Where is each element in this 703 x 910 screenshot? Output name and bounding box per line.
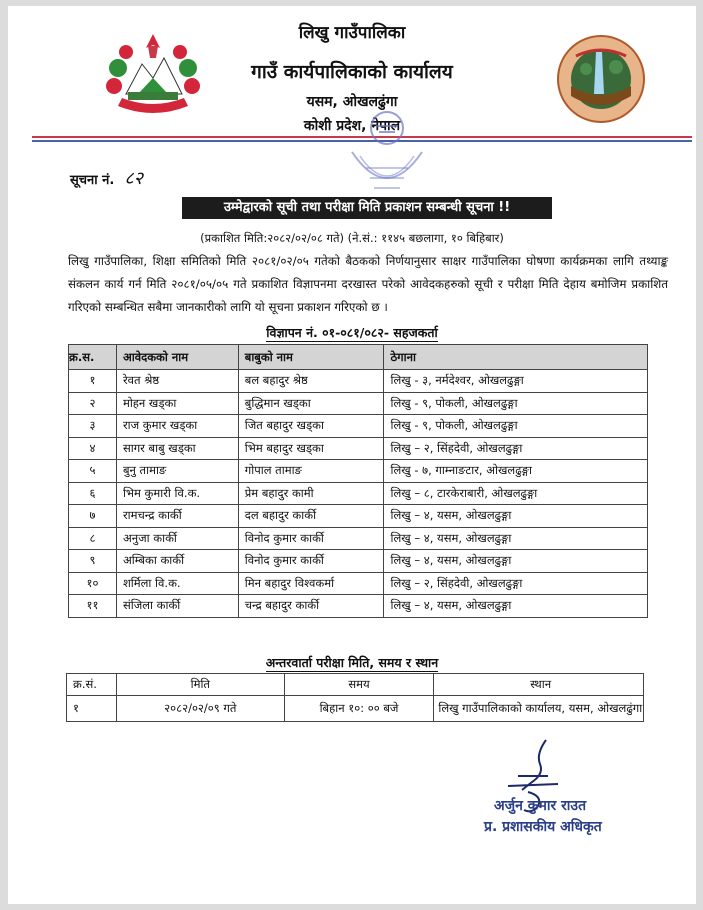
cell-applicant-name: रेवत श्रेष्ठ [116, 370, 238, 393]
col-serial: क्र.स. [69, 345, 117, 370]
cell-applicant-name: राज कुमार खड्का [116, 415, 238, 438]
cell-applicant-name: बुनु तामाङ [116, 460, 238, 483]
cell-father-name: बुद्धिमान खड्का [238, 392, 384, 415]
cell-father-name: विनोद कुमार कार्की [238, 550, 384, 573]
cell-serial: २ [69, 392, 117, 415]
advertisement-title [8, 324, 696, 341]
table-row [67, 696, 644, 722]
table-row [69, 415, 648, 438]
cell-address: लिखु – २, सिंहदेवी, ओखलढुङ्गा [384, 572, 648, 595]
table-row [69, 505, 648, 528]
interview-table [66, 673, 644, 722]
col-time: समय [284, 674, 434, 696]
table-row [69, 460, 648, 483]
office-location: यसम, ओखलढुंगा [306, 94, 398, 110]
cell-applicant-name: अनुजा कार्की [116, 527, 238, 550]
cell-date: २०८२/०२/०९ गते [116, 696, 284, 722]
cell-applicant-name: सागर बाबु खड्का [116, 437, 238, 460]
cell-father-name: विनोद कुमार कार्की [238, 527, 384, 550]
publication-date: (प्रकाशित मिति:२०८२/०२/०८ गते) (ने.सं.: ११४५ बछलागा, १० बिहिबार) [200, 231, 504, 245]
notice-number-label: सूचना नं. [70, 173, 115, 188]
table-row [69, 527, 648, 550]
cell-serial: ३ [69, 415, 117, 438]
cell-venue: लिखु गाउँपालिकाको कार्यालय, यसम, ओखलढुंगा [434, 696, 644, 722]
cell-father-name: बल बहादुर श्रेष्ठ [238, 370, 384, 393]
cell-serial: १ [67, 696, 117, 722]
office-name-line1: लिखु गाउँपालिका [298, 23, 406, 43]
table-row [69, 482, 648, 505]
table-row [69, 550, 648, 573]
signatory-name: अर्जुन कुमार राउत [494, 798, 587, 814]
municipality-seal-logo [556, 34, 646, 124]
cell-serial: ४ [69, 437, 117, 460]
table-row [69, 370, 648, 393]
col-address: ठेगाना [384, 345, 648, 370]
table-row [69, 595, 648, 618]
cell-father-name: प्रेम बहादुर कामी [238, 482, 384, 505]
cell-applicant-name: भिम कुमारी वि.क. [116, 482, 238, 505]
cell-father-name: चन्द्र बहादुर कार्की [238, 595, 384, 618]
table-row [69, 392, 648, 415]
cell-father-name: गोपाल तामाङ [238, 460, 384, 483]
notice-body: लिखु गाउँपालिका, शिक्षा समितिको मिति २०८१/०२/०५ गतेको बैठकको निर्णयानुसार साक्षर गाउँपालिका घोषणा कार्यक्रमका लागि तथ्याङ्क संकलन कार्य गर्न मिति २०८१/०५/०५ गते प्रकाशित विज्ञापनमा दरखास्त परेको आवेदकहरुको सूची र परीक्षा मिति देहाय बमोजिम प्रकाशित गरिएको सम्बन्धित सबैमा जानकारीको लागि यो सूचना प्रकाशन गरिएको छ । [68, 254, 668, 314]
col-applicant-name: आवेदकको नाम [116, 345, 238, 370]
col-venue: स्थान [434, 674, 644, 696]
office-province: कोशी प्रदेश, नेपाल [303, 118, 401, 134]
advertisement-title-text: विज्ञापन नं. ०१-०८१/०८२- सहजकर्ता [266, 325, 438, 340]
interview-title-text: अन्तरवार्ता परीक्षा मिति, समय र स्थान [265, 655, 439, 670]
cell-address: लिखु – ४, यसम, ओखलढुङ्गा [384, 505, 648, 528]
cell-applicant-name: मोहन खड्का [116, 392, 238, 415]
cell-address: लिखु – ४, यसम, ओखलढुङ्गा [384, 550, 648, 573]
notice-number-value: ८२ [124, 168, 144, 189]
table-row [69, 572, 648, 595]
cell-applicant-name: अम्बिका कार्की [116, 550, 238, 573]
interview-title [8, 654, 696, 671]
col-father-name: बाबुको नाम [238, 345, 384, 370]
col-date: मिति [116, 674, 284, 696]
cell-serial: ६ [69, 482, 117, 505]
cell-address: लिखु - ९, पोकली, ओखलढुङ्गा [384, 392, 648, 415]
col-serial: क्र.सं. [67, 674, 117, 696]
cell-serial: ५ [69, 460, 117, 483]
cell-father-name: भिम बहादुर खड्का [238, 437, 384, 460]
cell-father-name: मिन बहादुर विश्वकर्मा [238, 572, 384, 595]
cell-serial: १ [69, 370, 117, 393]
notice-title-banner: उम्मेद्वारको सूची तथा परीक्षा मिति प्रकाशन सम्बन्धी सूचना !! [182, 197, 552, 219]
office-stamp-icon [346, 106, 428, 206]
cell-address: लिखु – ४, यसम, ओखलढुङ्गा [384, 595, 648, 618]
cell-address: लिखु - ७, गाम्नाङटार, ओखलढुङ्गा [384, 460, 648, 483]
table-row [69, 437, 648, 460]
cell-applicant-name: संजिला कार्की [116, 595, 238, 618]
cell-address: लिखु – ४, यसम, ओखलढुङ्गा [384, 527, 648, 550]
cell-applicant-name: शर्मिला वि.क. [116, 572, 238, 595]
cell-serial: ८ [69, 527, 117, 550]
office-name-line2: गाउँ कार्यपालिकाको कार्यालय [251, 61, 453, 83]
signatory-title: प्र. प्रशासकीय अधिकृत [484, 819, 602, 835]
cell-applicant-name: रामचन्द्र कार्की [116, 505, 238, 528]
cell-father-name: जित बहादुर खड्का [238, 415, 384, 438]
cell-address: लिखु - ३, नर्मदेश्वर, ओखलढुङ्गा [384, 370, 648, 393]
applicants-table [68, 344, 648, 618]
applicants-header-row [69, 345, 648, 370]
cell-address: लिखु – ८, टारकेराबारी, ओखलढुङ्गा [384, 482, 648, 505]
interview-header-row [67, 674, 644, 696]
cell-address: लिखु – २, सिंहदेवी, ओखलढुङ्गा [384, 437, 648, 460]
cell-time: बिहान १०: ०० बजे [284, 696, 434, 722]
cell-address: लिखु - ९, पोकली, ओखलढुङ्गा [384, 415, 648, 438]
notice-page [8, 6, 696, 904]
cell-serial: ११ [69, 595, 117, 618]
cell-serial: ९ [69, 550, 117, 573]
cell-serial: ७ [69, 505, 117, 528]
cell-serial: १० [69, 572, 117, 595]
notice-number [70, 166, 143, 190]
cell-father-name: दल बहादुर कार्की [238, 505, 384, 528]
